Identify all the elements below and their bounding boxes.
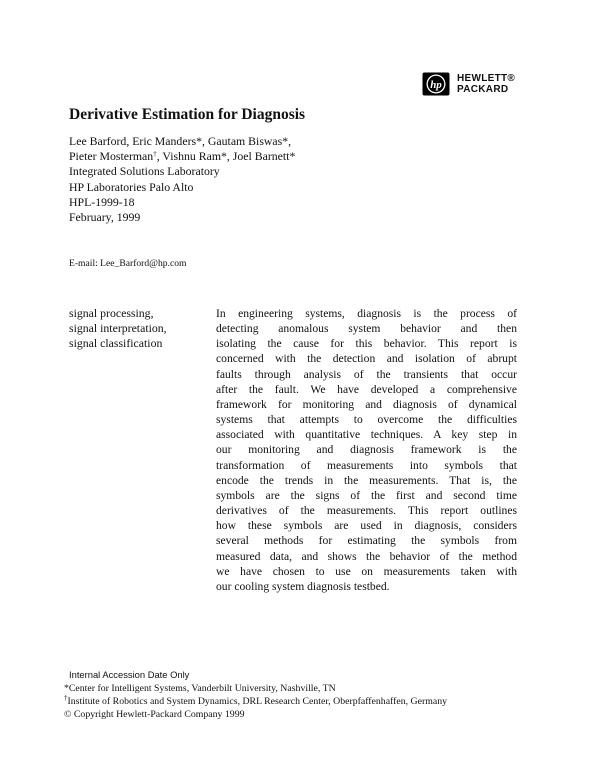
abstract	[216, 306, 517, 594]
keyword-item: signal processing,	[69, 306, 154, 320]
copyright: © Copyright Hewlett-Packard Company 1999	[64, 709, 245, 721]
footnote-drl	[64, 695, 447, 708]
abstract-line: symbols are the signs of the first and second time	[216, 488, 517, 502]
abstract-line: In engineering systems, diagnosis is the process of	[216, 307, 517, 320]
keyword-item: signal classification	[69, 336, 163, 351]
footnotes	[64, 682, 447, 722]
accession-note: Internal Accession Date Only	[69, 669, 190, 680]
abstract-line: detecting anomalous system behavior and then	[216, 322, 517, 336]
author-line-2-rest: , Vishnu Ram*, Joel Barnett*	[156, 149, 296, 164]
abstract-line: encode the trends in the measurements. That is, the	[216, 473, 517, 487]
author-line-2	[69, 149, 295, 164]
report-number: HPL-1999-18	[69, 194, 135, 209]
footnote-dagger-mark: †	[64, 694, 68, 703]
report-date: February, 1999	[69, 210, 141, 225]
abstract-line: isolating the cause for this behavior. This report is	[216, 337, 517, 351]
contact-email: E-mail: Lee_Barford@hp.com	[69, 258, 187, 269]
abstract-line: concerned with the detection and isolation of abrupt	[216, 352, 517, 366]
abstract-line: faults through analysis of the transients that occur	[216, 367, 517, 381]
keyword-item: signal interpretation,	[69, 321, 167, 336]
author-line-1: Lee Barford, Eric Manders*, Gautam Biswas*,	[69, 134, 292, 148]
page-title: Derivative Estimation for Diagnosis	[69, 106, 306, 123]
abstract-line: how these symbols are used in diagnosis, considers	[216, 519, 517, 533]
abstract-line: measured data, and shows the behavior of the method	[216, 549, 517, 563]
abstract-line: associated with quantitative techniques. A key step in	[216, 428, 517, 442]
author-mosterman: Pieter Mosterman	[69, 149, 154, 164]
abstract-line: we have chosen to use on measurements taken with	[216, 564, 517, 578]
footnote-drl-text: Institute of Robotics and System Dynamics, DRL Research Center, Oberpfaffenhaffen, Germany	[67, 696, 447, 708]
abstract-line: after the fault. We have developed a comprehensive	[216, 382, 517, 396]
keywords	[69, 306, 167, 352]
abstract-line: several methods for estimating the symbols from	[216, 534, 517, 548]
hp-logo-mark-text: hp	[430, 79, 442, 91]
logo-line-packard: PACKARD	[457, 84, 509, 95]
hp-logo-wordmark	[457, 73, 515, 95]
logo-line-hewlett: HEWLETT®	[457, 73, 516, 84]
hp-logo-mark	[422, 72, 450, 96]
abstract-line: our monitoring and diagnosis framework is the	[216, 443, 517, 457]
author-block	[69, 134, 295, 225]
abstract-line: transformation of measurements into symbols that	[216, 458, 517, 472]
author-dagger-mark: †	[153, 150, 157, 159]
lab-name: Integrated Solutions Laboratory	[69, 164, 220, 179]
footnote-vanderbilt: *Center for Intelligent Systems, Vanderbilt University, Nashville, TN	[64, 683, 336, 694]
organization: HP Laboratories Palo Alto	[69, 179, 194, 194]
abstract-line: systems that attempts to overcome the difficulties	[216, 413, 517, 427]
hp-logo	[422, 72, 532, 98]
abstract-line: our cooling system diagnosis testbed.	[216, 579, 390, 593]
abstract-line: framework for monitoring and diagnosis of dynamical	[216, 397, 517, 411]
abstract-line: derivatives of the measurements. This report outlines	[216, 504, 517, 518]
